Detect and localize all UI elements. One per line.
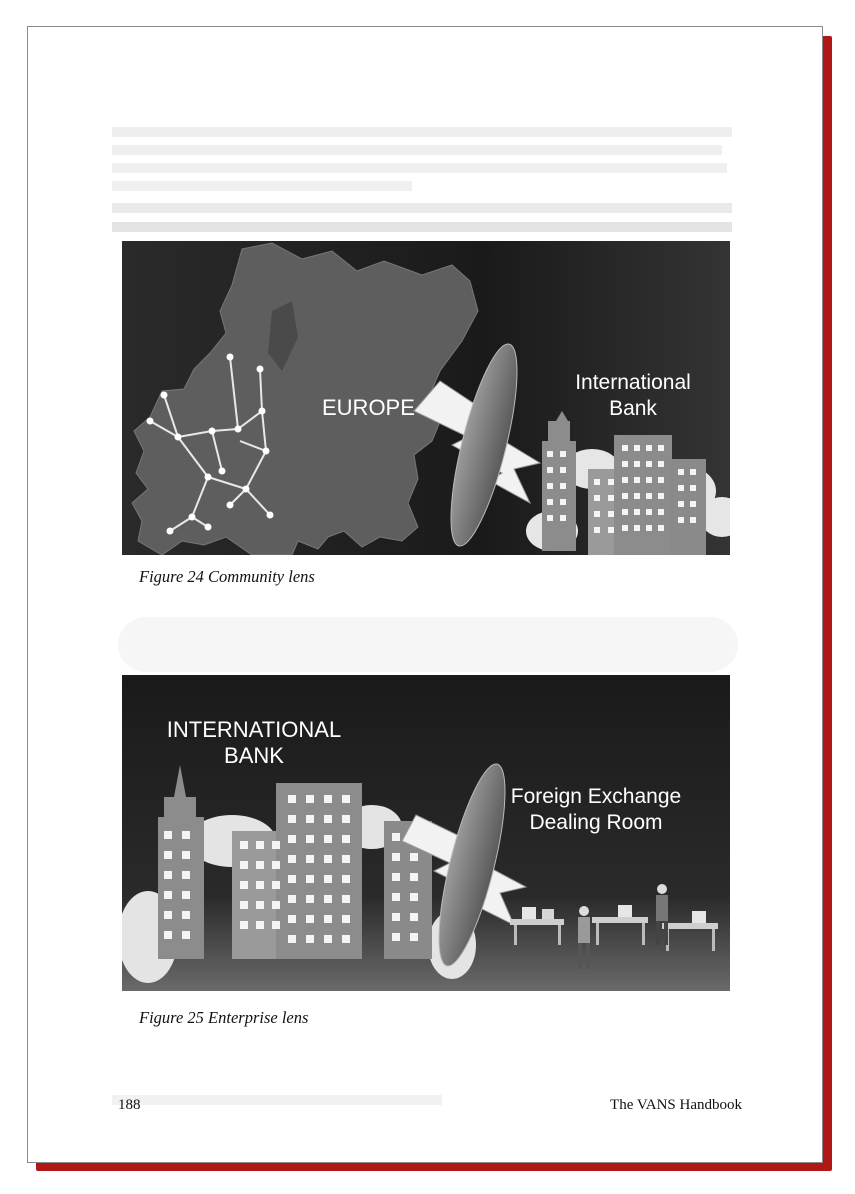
figure-25-caption: Figure 25 Enterprise lens [139, 1008, 309, 1027]
dealing-room-label-line2: Dealing Room [529, 811, 663, 834]
running-footer-title: The VANS Handbook [610, 1097, 742, 1113]
europe-label: EUROPE [322, 395, 415, 420]
page-number: 188 [118, 1097, 141, 1113]
figure-25-illustration [122, 675, 730, 991]
bank-label-line2: Bank [609, 397, 657, 420]
dealing-room-label-line1: Foreign Exchange [510, 785, 682, 808]
international-bank-label-line1: INTERNATIONAL [166, 717, 342, 742]
figure-24-caption: Figure 24 Community lens [139, 567, 315, 586]
international-bank-label-line2: BANK [224, 743, 284, 768]
document-page [27, 26, 823, 1163]
figure-24-illustration [122, 241, 730, 555]
bank-label-line1: International [575, 371, 691, 394]
